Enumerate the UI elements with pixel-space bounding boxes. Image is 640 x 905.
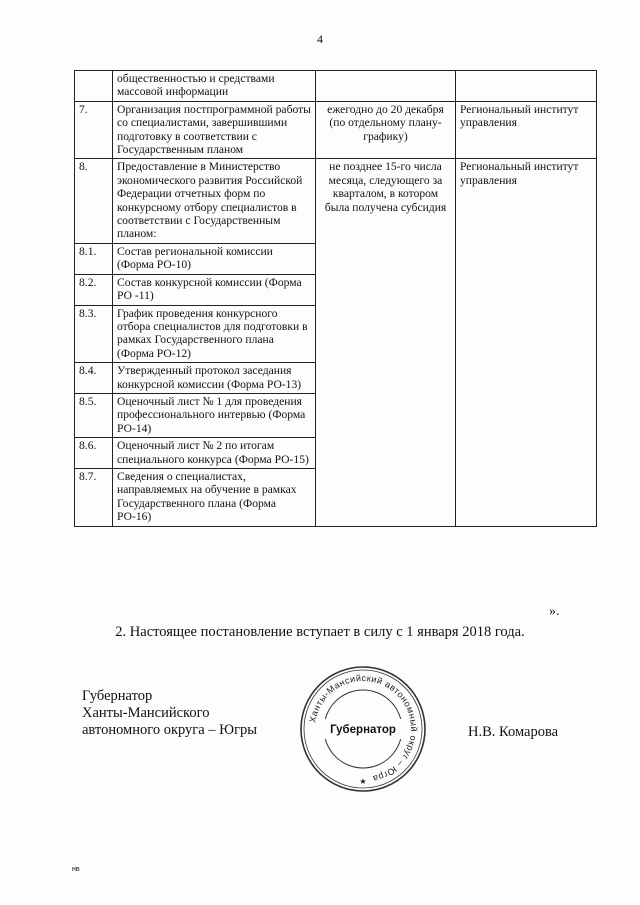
row-number: 8.3. (75, 305, 113, 363)
row-description: Организация постпрограммной работы со специалистами, завершившими подготовку в соответствии с Государственным планом (113, 101, 316, 159)
row-description: Предоставление в Министерство экономического развития Российской Федерации отчетных форм по конкурсному отбору специалистов в соответствии с Государственным планом: (113, 159, 316, 243)
row-description: Утвержденный протокол заседания конкурсной комиссии (Форма РО-13) (113, 363, 316, 394)
table-row (75, 159, 597, 243)
row-responsible: Региональный институт управления (456, 159, 597, 526)
row-description: Состав региональной комиссии (Форма РО-10) (113, 243, 316, 274)
row-description: Сведения о специалистах, направляемых на обучение в рамках Государственного плана (Форма РО-16) (113, 468, 316, 526)
signer-block (82, 688, 257, 739)
row-number: 8.5. (75, 393, 113, 437)
row-responsible (456, 71, 597, 102)
page-number: 4 (317, 32, 323, 46)
row-number: 8.6. (75, 438, 113, 469)
closing-quote: ». (549, 604, 560, 619)
table-row (75, 101, 597, 159)
row-number: 8.2. (75, 274, 113, 305)
resolution-text: 2. Настоящее постановление вступает в силу с 1 января 2018 года. (115, 624, 525, 640)
signer-title: Губернатор (82, 688, 153, 704)
seal-center-text: Губернатор (330, 724, 396, 736)
row-description: Оценочный лист № 1 для проведения профессионального интервью (Форма РО-14) (113, 393, 316, 437)
row-responsible: Региональный институт управления (456, 101, 597, 159)
table-row (75, 71, 597, 102)
row-term: ежегодно до 20 декабря (по отдельному плану-графику) (316, 101, 456, 159)
row-number: 8.4. (75, 363, 113, 394)
row-number: 8.7. (75, 468, 113, 526)
row-number: 8. (75, 159, 113, 243)
seal-star-icon: ★ (359, 777, 367, 786)
row-number: 8.1. (75, 243, 113, 274)
row-number (75, 71, 113, 102)
row-description: Оценочный лист № 2 по итогам специального конкурса (Форма РО-15) (113, 438, 316, 469)
signer-name: Н.В. Комарова (468, 724, 559, 740)
official-seal (298, 664, 428, 794)
row-description: Состав конкурсной комиссии (Форма РО -11) (113, 274, 316, 305)
row-number: 7. (75, 101, 113, 159)
row-description: График проведения конкурсного отбора специалистов для подготовки в рамках Государственного плана (Форма РО-12) (113, 305, 316, 363)
seal-ring-text: Ханты-Мансийский автономный округ – Югра (307, 672, 420, 784)
row-term: не позднее 15-го числа месяца, следующего за кварталом, в котором была получена субсидия (316, 159, 456, 526)
signer-district: автономного округа – Югры (82, 722, 258, 738)
plan-table (74, 70, 597, 527)
row-term (316, 71, 456, 102)
footer-mark: нв (72, 866, 80, 873)
row-description: общественностью и средствами массовой информации (113, 71, 316, 102)
signer-region: Ханты-Мансийского (82, 705, 210, 721)
